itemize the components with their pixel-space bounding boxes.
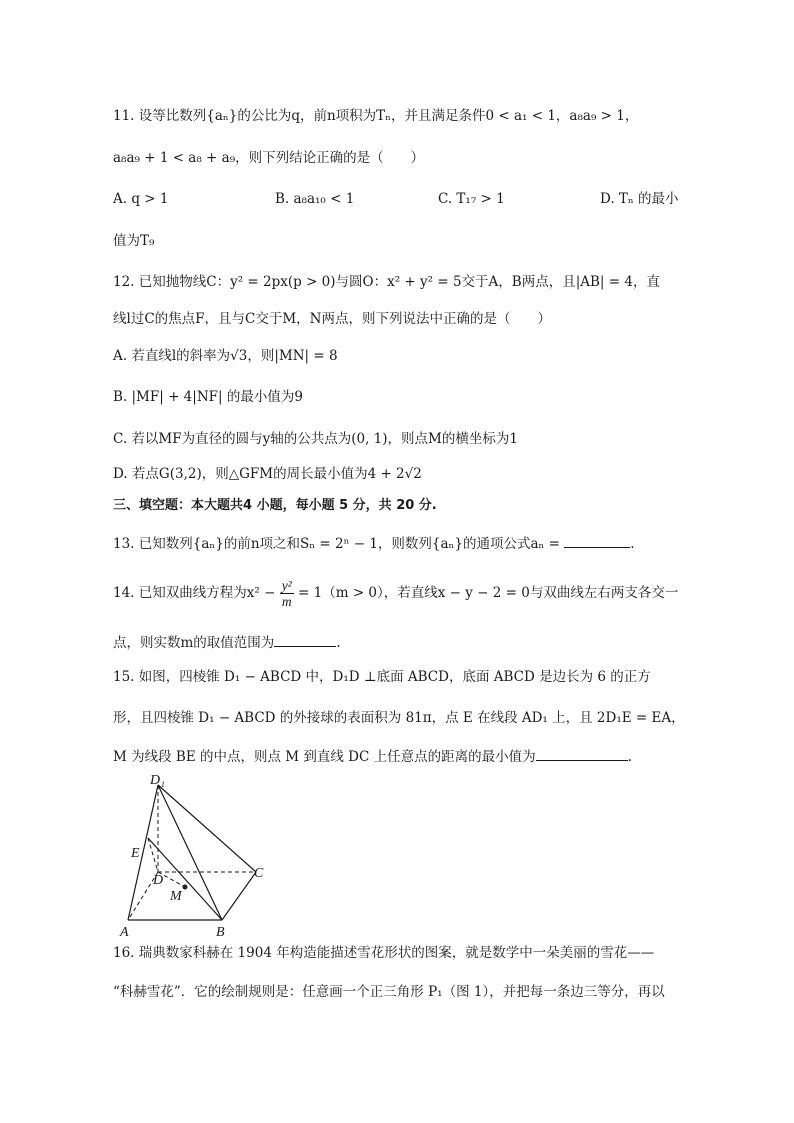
q11-option-b: B. a₈a₁₀ < 1 — [275, 191, 355, 207]
q13-end: . — [630, 536, 635, 552]
q14-answer-blank[interactable] — [274, 632, 336, 647]
label-b: B — [216, 925, 225, 940]
q11-option-a: A. q > 1 — [113, 191, 169, 207]
q15-line3 — [113, 746, 632, 767]
label-m: M — [170, 889, 182, 904]
edge-b-c — [222, 872, 256, 920]
q14-line1 — [113, 578, 678, 609]
section-3-heading: 三、填空题：本大题共4 小题，每小题 5 分，共 20 分. — [113, 498, 437, 513]
q15-line1: 15. 如图，四棱锥 D₁ − ABCD 中，D₁D ⊥底面 ABCD，底面 ABCD 是边长为 6 的正方 — [113, 669, 651, 685]
label-a: A — [120, 925, 129, 940]
q14-fraction-numerator: y² — [281, 578, 292, 593]
q12-line2: 线l过C的焦点F，且与C交于M，N两点，则下列说法中正确的是（ ） — [113, 311, 551, 327]
q12-line1: 12. 已知抛物线C：y² = 2px(p > 0)与圆O：x² + y² = 5交于A，B两点，且|AB| = 4，直 — [113, 274, 660, 290]
edge-d1-b — [158, 785, 222, 920]
q11-option-d: D. Tₙ 的最小 — [600, 191, 679, 207]
q14-post: = 1（m > 0），若直线x − y − 2 = 0与双曲线左右两支各交一 — [298, 585, 679, 601]
q11-line2: a₈a₉ + 1 < a₈ + a₉，则下列结论正确的是（ ） — [113, 150, 425, 166]
q12-option-b: B. |MF| + 4|NF| 的最小值为9 — [113, 389, 303, 405]
q15-line3-text: M 为线段 BE 的中点，则点 M 到直线 DC 上任意点的距离的最小值为 — [113, 749, 536, 765]
q12-option-a: A. 若直线l的斜率为√3，则|MN| = 8 — [113, 348, 338, 364]
q16-line2: “科赫雪花”．它的绘制规则是：任意画一个正三角形 P₁（图 1），并把每一条边三等分，再以 — [113, 984, 665, 1000]
pyramid-figure — [113, 770, 283, 940]
q12-option-d: D. 若点G(3,2)，则△GFM的周长最小值为4 + 2√2 — [113, 466, 422, 482]
q11-line1: 11. 设等比数列{aₙ}的公比为q，前n项积为Tₙ，并且满足条件0 < a₁ < 1，a₈a₉ > 1， — [113, 108, 639, 124]
q13-text — [113, 533, 635, 554]
q16-line1: 16. 瑞典数家科赫在 1904 年构造能描述雪花形状的图案，就是数学中一朵美丽的雪花—— — [113, 945, 655, 961]
q14-line2-text: 点，则实数m的取值范围为 — [113, 635, 275, 651]
q14-fraction — [280, 578, 294, 609]
q12-option-c: C. 若以MF为直径的圆与y轴的公共点为(0, 1)，则点M的横坐标为1 — [113, 431, 518, 447]
q14-line2 — [113, 632, 341, 653]
q15-answer-blank[interactable] — [536, 746, 628, 761]
label-d: D — [153, 873, 164, 888]
q15-line2: 形，且四棱锥 D₁ − ABCD 的外接球的表面积为 81π，点 E 在线段 AD₁ 上，且 2D₁E = EA， — [113, 710, 685, 726]
edge-d1-c — [158, 785, 256, 872]
q11-option-c: C. T₁₇ > 1 — [438, 191, 505, 207]
q11-option-d-continued: 值为T₉ — [113, 233, 155, 249]
q13-answer-blank[interactable] — [564, 533, 630, 548]
q14-pre: 14. 已知双曲线方程为x² − — [113, 585, 276, 601]
q14-end: . — [336, 635, 341, 651]
q15-end: . — [627, 749, 632, 765]
point-m — [183, 885, 188, 890]
q14-fraction-denominator: m — [281, 594, 292, 609]
label-e: E — [131, 846, 140, 861]
label-d1: D₁ — [150, 773, 165, 788]
label-c: C — [254, 866, 264, 881]
q13-question: 13. 已知数列{aₙ}的前n项之和Sₙ = 2ⁿ − 1，则数列{aₙ}的通项公式aₙ = — [113, 536, 565, 552]
